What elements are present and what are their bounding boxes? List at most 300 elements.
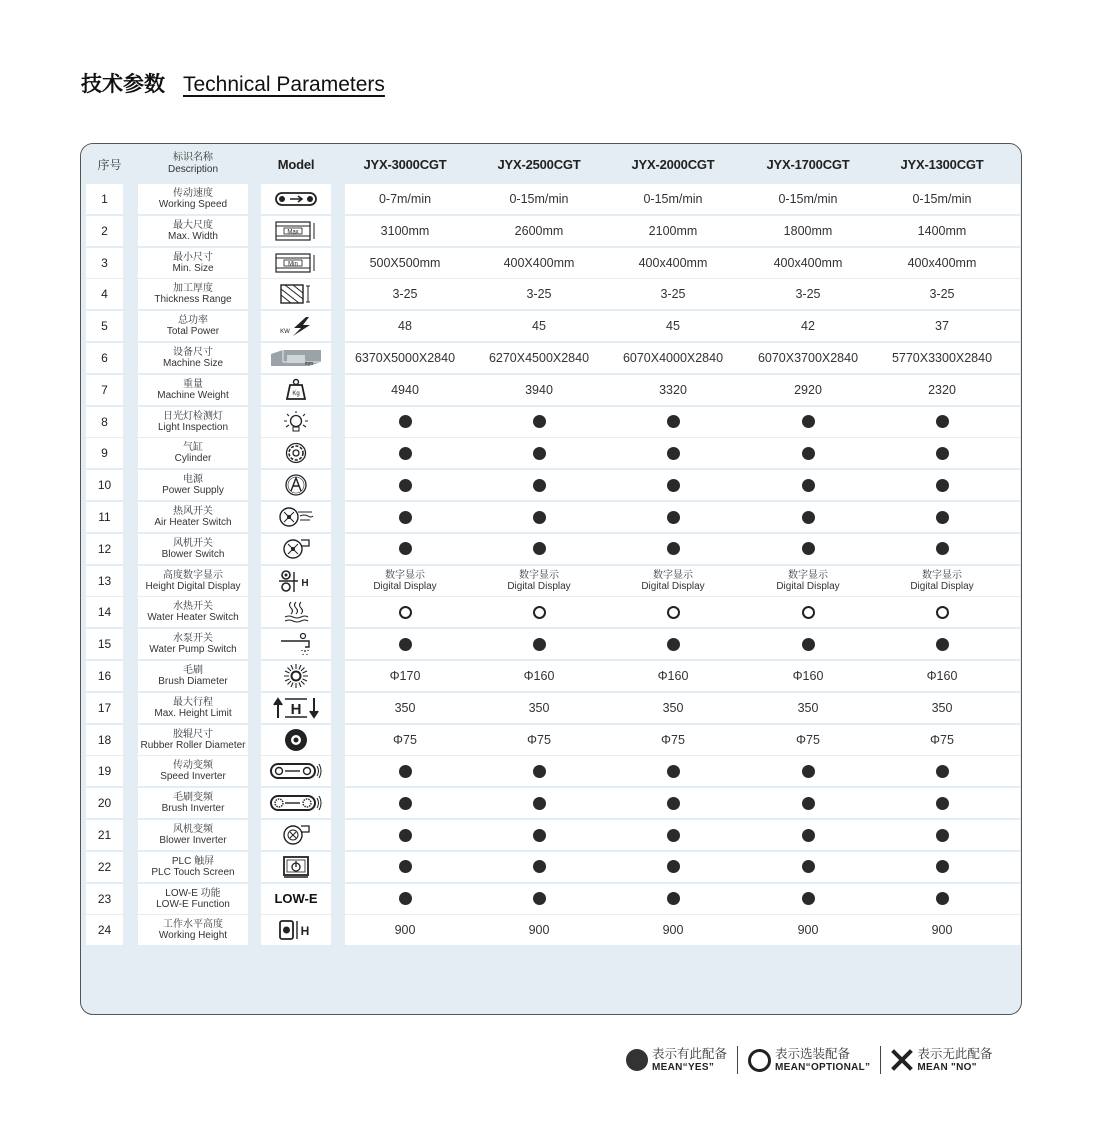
value-cell: 900 — [662, 923, 684, 938]
standard-dot-icon — [875, 407, 1009, 437]
row-description-en: Air Heater Switch — [154, 517, 232, 528]
value-cell: 500X500mm — [369, 255, 441, 270]
row-description-en: Min. Size — [172, 262, 214, 274]
value-cell: Φ75 — [527, 732, 551, 747]
value-cell — [875, 566, 1009, 596]
standard-dot-icon — [875, 629, 1009, 659]
row-description-en: Light Inspection — [157, 421, 229, 433]
legend — [626, 1043, 992, 1077]
legend-optional-zh: 表示选装配备 — [775, 1045, 851, 1061]
filled-dot-icon — [802, 511, 815, 524]
standard-dot-icon — [741, 884, 875, 914]
row-description-zh: 热风开关 — [173, 506, 213, 517]
weight-icon — [261, 375, 331, 405]
row-description-en: Working Speed — [158, 199, 228, 210]
row-description-zh: LOW-E 功能 — [165, 887, 221, 899]
row-description-zh: 传动变频 — [173, 760, 213, 772]
row-number: 22 — [86, 852, 123, 882]
standard-dot-icon — [606, 534, 740, 564]
svg-text:H: H — [301, 577, 309, 589]
row-description — [138, 343, 248, 373]
filled-dot-icon — [533, 542, 546, 555]
legend-divider — [737, 1046, 738, 1074]
table-row — [81, 597, 1021, 629]
header-description — [138, 144, 248, 184]
row-number: 23 — [86, 884, 123, 914]
standard-dot-icon — [472, 852, 606, 882]
svg-text:H: H — [300, 924, 310, 939]
header-model: Model — [277, 156, 315, 172]
standard-dot-icon — [606, 884, 740, 914]
row-description-zh: 最大尺度 — [173, 219, 213, 231]
standard-dot-icon — [741, 407, 875, 437]
standard-dot-icon — [606, 820, 740, 850]
roller-icon — [261, 725, 331, 755]
standard-dot-icon — [338, 788, 472, 818]
table-row — [81, 534, 1021, 566]
row-description — [138, 534, 248, 564]
standard-dot-icon — [338, 502, 472, 532]
row-description-en: LOW-E Function — [156, 898, 230, 910]
conveyor-speed-icon — [261, 184, 331, 214]
row-number: 24 — [86, 915, 123, 945]
legend-dot-icon — [626, 1049, 648, 1071]
value-cell: 45 — [666, 319, 680, 334]
value-line: 数字显示 — [788, 569, 828, 581]
filled-dot-icon — [802, 860, 815, 873]
filled-dot-icon — [802, 765, 815, 778]
row-number: 20 — [86, 788, 123, 818]
row-description-en: Blower Switch — [161, 548, 225, 560]
standard-dot-icon — [338, 407, 472, 437]
table-row — [81, 375, 1021, 407]
value-cell: 4940 — [391, 382, 419, 397]
row-number: 10 — [86, 470, 123, 500]
legend-yes — [626, 1047, 727, 1074]
standard-dot-icon — [741, 629, 875, 659]
filled-dot-icon — [936, 797, 949, 810]
table-row — [81, 279, 1021, 311]
value-cell: 0-7m/min — [378, 192, 432, 206]
standard-dot-icon — [606, 438, 740, 468]
filled-dot-icon — [667, 447, 680, 460]
row-description-en: Thickness Range — [154, 294, 232, 306]
value-cell: 1400mm — [917, 223, 967, 238]
row-description-zh: 重量 — [183, 378, 203, 390]
row-description — [138, 407, 248, 437]
standard-dot-icon — [741, 852, 875, 882]
row-description-en: Rubber Roller Diameter — [140, 739, 246, 751]
value-cell — [606, 566, 740, 596]
value-line: 数字显示 — [653, 569, 693, 581]
row-description-zh: 传动速度 — [173, 188, 213, 199]
value-line: 数字显示 — [519, 569, 559, 581]
power-bolt-icon — [261, 311, 331, 341]
table-row — [81, 438, 1021, 470]
speed-inverter-icon — [261, 756, 331, 786]
filled-dot-icon — [667, 797, 680, 810]
row-description — [138, 438, 248, 468]
filled-dot-icon — [936, 479, 949, 492]
filled-dot-icon — [399, 511, 412, 524]
value-cell: Φ160 — [792, 669, 824, 683]
row-number: 13 — [86, 566, 123, 596]
standard-dot-icon — [606, 502, 740, 532]
value-cell: Φ75 — [393, 732, 417, 747]
air-heater-icon — [261, 502, 331, 532]
legend-cross-icon — [891, 1049, 913, 1071]
svg-text:mm: mm — [304, 361, 314, 367]
value-cell: 350 — [931, 700, 953, 715]
row-description-en: Machine Weight — [157, 389, 229, 401]
row-description-en: Power Supply — [162, 485, 224, 497]
standard-dot-icon — [338, 820, 472, 850]
filled-dot-icon — [667, 860, 680, 873]
cylinder-gear-icon — [261, 438, 331, 468]
row-description-en: Brush Diameter — [158, 676, 228, 687]
value-cell — [741, 566, 875, 596]
power-supply-icon — [261, 470, 331, 500]
value-cell: 3320 — [659, 382, 687, 397]
standard-dot-icon — [472, 407, 606, 437]
filled-dot-icon — [936, 415, 949, 428]
row-description-zh: 水泵开关 — [173, 633, 213, 645]
value-cell: 0-15m/min — [509, 192, 569, 206]
value-cell: 3-25 — [795, 287, 821, 302]
optional-ring-icon — [472, 597, 606, 627]
filled-dot-icon — [399, 415, 412, 428]
row-description — [138, 470, 248, 500]
standard-dot-icon — [472, 820, 606, 850]
header-seq: 序号 — [97, 157, 122, 172]
table-row — [81, 693, 1021, 725]
brush-inverter-icon — [261, 788, 331, 818]
row-description-zh: 总功率 — [178, 315, 208, 327]
row-description — [138, 311, 248, 341]
value-cell: Φ75 — [796, 732, 820, 747]
row-description-zh: 风机开关 — [173, 537, 213, 549]
brush-icon — [261, 661, 331, 691]
standard-dot-icon — [606, 852, 740, 882]
filled-dot-icon — [399, 765, 412, 778]
svg-text:Min: Min — [288, 261, 298, 268]
row-description — [138, 884, 248, 914]
value-cell: 350 — [528, 700, 550, 715]
row-number: 8 — [86, 407, 123, 437]
row-description-zh: 胶辊尺寸 — [173, 728, 213, 740]
filled-dot-icon — [802, 638, 815, 651]
filled-dot-icon — [802, 415, 815, 428]
standard-dot-icon — [606, 407, 740, 437]
value-cell: 350 — [797, 700, 819, 715]
legend-optional — [748, 1047, 870, 1074]
standard-dot-icon — [875, 502, 1009, 532]
row-number: 11 — [86, 502, 123, 532]
table-row — [81, 629, 1021, 661]
table-row — [81, 661, 1021, 693]
filled-dot-icon — [399, 447, 412, 460]
value-cell: 350 — [394, 700, 416, 715]
legend-yes-zh: 表示有此配备 — [652, 1045, 728, 1061]
standard-dot-icon — [741, 470, 875, 500]
row-description-zh: 工作水平高度 — [163, 919, 223, 931]
filled-dot-icon — [936, 829, 949, 842]
header-model-4: JYX-1700CGT — [766, 156, 850, 172]
row-description-zh: 毛刷变频 — [173, 792, 213, 804]
filled-dot-icon — [667, 892, 680, 905]
ring-icon — [533, 606, 546, 619]
table-row — [81, 820, 1021, 852]
standard-dot-icon — [741, 788, 875, 818]
value-cell: 3-25 — [660, 287, 686, 302]
row-description — [138, 597, 248, 627]
row-number: 9 — [86, 438, 123, 468]
svg-text:Kg: Kg — [292, 390, 300, 397]
standard-dot-icon — [875, 756, 1009, 786]
standard-dot-icon — [338, 756, 472, 786]
svg-text:H: H — [290, 700, 302, 718]
max-width-icon — [261, 216, 331, 246]
row-description-en: Working Height — [158, 930, 228, 942]
optional-ring-icon — [875, 597, 1009, 627]
filled-dot-icon — [936, 638, 949, 651]
machine-size-icon — [261, 343, 331, 373]
standard-dot-icon — [741, 534, 875, 564]
value-cell — [472, 566, 606, 596]
value-cell: 0-15m/min — [643, 192, 703, 206]
standard-dot-icon — [472, 438, 606, 468]
value-line: Digital Display — [641, 580, 705, 592]
row-description — [138, 279, 248, 309]
row-description-zh: 风机变频 — [173, 824, 213, 835]
row-description-zh: 最大行程 — [173, 696, 213, 708]
standard-dot-icon — [338, 534, 472, 564]
row-description-en: PLC Touch Screen — [151, 866, 235, 878]
table-row — [81, 852, 1021, 884]
table-row — [81, 343, 1021, 375]
row-number: 5 — [86, 311, 123, 341]
row-description-zh: PLC 触屏 — [171, 855, 215, 867]
legend-divider — [880, 1046, 881, 1074]
standard-dot-icon — [875, 852, 1009, 882]
row-number: 14 — [86, 597, 123, 627]
row-description-zh: 加工厚度 — [173, 283, 213, 295]
value-cell — [338, 566, 472, 596]
standard-dot-icon — [472, 470, 606, 500]
filled-dot-icon — [936, 511, 949, 524]
optional-ring-icon — [741, 597, 875, 627]
legend-optional-en: MEAN“OPTIONAL” — [775, 1061, 871, 1073]
standard-dot-icon — [606, 756, 740, 786]
filled-dot-icon — [399, 638, 412, 651]
optional-ring-icon — [606, 597, 740, 627]
value-cell: 3-25 — [392, 287, 418, 302]
value-cell: 0-15m/min — [912, 192, 972, 206]
optional-ring-icon — [338, 597, 472, 627]
table-row — [81, 216, 1021, 248]
value-cell: 0-15m/min — [778, 192, 838, 206]
row-number: 6 — [86, 343, 123, 373]
value-cell: 2600mm — [514, 223, 564, 238]
value-cell: 3-25 — [526, 287, 552, 302]
standard-dot-icon — [606, 470, 740, 500]
row-description-zh: 水热开关 — [173, 601, 213, 613]
filled-dot-icon — [399, 860, 412, 873]
value-cell: 42 — [801, 319, 815, 334]
page-title-en: Technical Parameters — [183, 73, 385, 96]
filled-dot-icon — [533, 511, 546, 524]
header-model-5: JYX-1300CGT — [900, 156, 984, 172]
water-heater-icon — [261, 597, 331, 627]
value-cell: 3-25 — [929, 287, 955, 302]
standard-dot-icon — [338, 438, 472, 468]
row-number: 21 — [86, 820, 123, 850]
header-desc-zh: 标识名称 — [173, 152, 213, 163]
filled-dot-icon — [399, 542, 412, 555]
row-description-en: Max. Width — [167, 230, 218, 242]
parameters-table — [80, 143, 1022, 1015]
water-pump-icon — [261, 629, 331, 659]
row-description-en: Water Heater Switch — [147, 612, 239, 624]
value-cell: 3940 — [525, 382, 553, 397]
legend-no-en: MEAN "NO" — [917, 1061, 977, 1073]
filled-dot-icon — [667, 479, 680, 492]
min-size-icon — [261, 248, 331, 278]
row-number: 7 — [86, 375, 123, 405]
row-description — [138, 566, 248, 596]
row-description-zh: 电源 — [183, 474, 203, 486]
legend-ring-icon — [748, 1049, 771, 1072]
filled-dot-icon — [667, 638, 680, 651]
standard-dot-icon — [875, 820, 1009, 850]
row-number: 3 — [86, 248, 123, 278]
svg-text:Max: Max — [287, 229, 299, 236]
ring-icon — [667, 606, 680, 619]
filled-dot-icon — [533, 447, 546, 460]
row-description-en: Height Digital Display — [145, 580, 241, 592]
table-row — [81, 884, 1021, 916]
value-cell: 400X400mm — [503, 255, 575, 270]
standard-dot-icon — [338, 852, 472, 882]
table-header — [81, 144, 1021, 184]
filled-dot-icon — [533, 829, 546, 842]
standard-dot-icon — [472, 534, 606, 564]
standard-dot-icon — [741, 502, 875, 532]
header-desc-en: Description — [167, 164, 219, 175]
standard-dot-icon — [606, 629, 740, 659]
row-number: 2 — [86, 216, 123, 246]
filled-dot-icon — [399, 797, 412, 810]
value-cell: 6070X4000X2840 — [622, 351, 724, 365]
standard-dot-icon — [875, 438, 1009, 468]
standard-dot-icon — [741, 820, 875, 850]
value-cell: 6270X4500X2840 — [488, 351, 590, 365]
row-description — [138, 693, 248, 723]
value-cell: 2920 — [794, 382, 822, 397]
filled-dot-icon — [667, 415, 680, 428]
row-description-zh: 毛刷 — [183, 665, 203, 676]
value-cell: 900 — [931, 923, 953, 938]
row-description-en: Speed Inverter — [160, 771, 226, 783]
filled-dot-icon — [399, 479, 412, 492]
filled-dot-icon — [533, 860, 546, 873]
row-description-en: Total Power — [166, 326, 220, 338]
svg-text:KW: KW — [280, 329, 290, 336]
value-line: Digital Display — [776, 580, 840, 592]
standard-dot-icon — [338, 629, 472, 659]
value-cell: 2320 — [928, 382, 956, 397]
value-line: Digital Display — [507, 580, 571, 592]
row-number: 19 — [86, 756, 123, 786]
filled-dot-icon — [802, 447, 815, 460]
row-description — [138, 756, 248, 786]
row-number: 18 — [86, 725, 123, 755]
value-cell: 45 — [532, 319, 546, 334]
table-row — [81, 915, 1021, 947]
standard-dot-icon — [472, 629, 606, 659]
table-row — [81, 248, 1021, 280]
table-row — [81, 311, 1021, 343]
standard-dot-icon — [875, 788, 1009, 818]
value-cell: 48 — [398, 319, 412, 334]
row-description — [138, 216, 248, 246]
filled-dot-icon — [802, 479, 815, 492]
standard-dot-icon — [875, 884, 1009, 914]
ring-icon — [399, 606, 412, 619]
table-row — [81, 756, 1021, 788]
thickness-icon — [261, 279, 331, 309]
table-row — [81, 788, 1021, 820]
row-description-zh: 高度数字显示 — [163, 569, 223, 581]
filled-dot-icon — [533, 765, 546, 778]
row-description — [138, 820, 248, 850]
touch-screen-icon — [261, 852, 331, 882]
filled-dot-icon — [936, 765, 949, 778]
legend-yes-en: MEAN“YES” — [652, 1061, 715, 1073]
value-cell: Φ160 — [523, 669, 555, 683]
value-cell: 400x400mm — [773, 255, 843, 270]
filled-dot-icon — [802, 797, 815, 810]
header-model-1: JYX-3000CGT — [363, 156, 447, 172]
standard-dot-icon — [338, 470, 472, 500]
value-cell: 37 — [935, 319, 949, 334]
row-description-en: Max. Height Limit — [154, 707, 232, 719]
value-cell: 6370X5000X2840 — [354, 351, 456, 365]
row-number: 1 — [86, 184, 123, 214]
page-title — [81, 68, 385, 98]
filled-dot-icon — [399, 892, 412, 905]
ring-icon — [936, 606, 949, 619]
value-cell: Φ170 — [389, 669, 421, 683]
standard-dot-icon — [875, 470, 1009, 500]
value-cell: 3100mm — [380, 223, 430, 238]
row-description-zh: 最小尺寸 — [173, 251, 213, 263]
ring-icon — [802, 606, 815, 619]
row-description-zh: 气缸 — [183, 442, 203, 454]
blower-inverter-icon — [261, 820, 331, 850]
filled-dot-icon — [667, 829, 680, 842]
filled-dot-icon — [399, 829, 412, 842]
value-cell: 400x400mm — [638, 255, 708, 270]
table-row — [81, 566, 1021, 598]
standard-dot-icon — [741, 438, 875, 468]
row-description-zh: 设备尺寸 — [173, 347, 213, 358]
value-cell: 6070X3700X2840 — [757, 351, 859, 365]
filled-dot-icon — [667, 511, 680, 524]
row-description — [138, 375, 248, 405]
value-cell: 900 — [797, 923, 819, 938]
value-line: Digital Display — [910, 580, 974, 592]
